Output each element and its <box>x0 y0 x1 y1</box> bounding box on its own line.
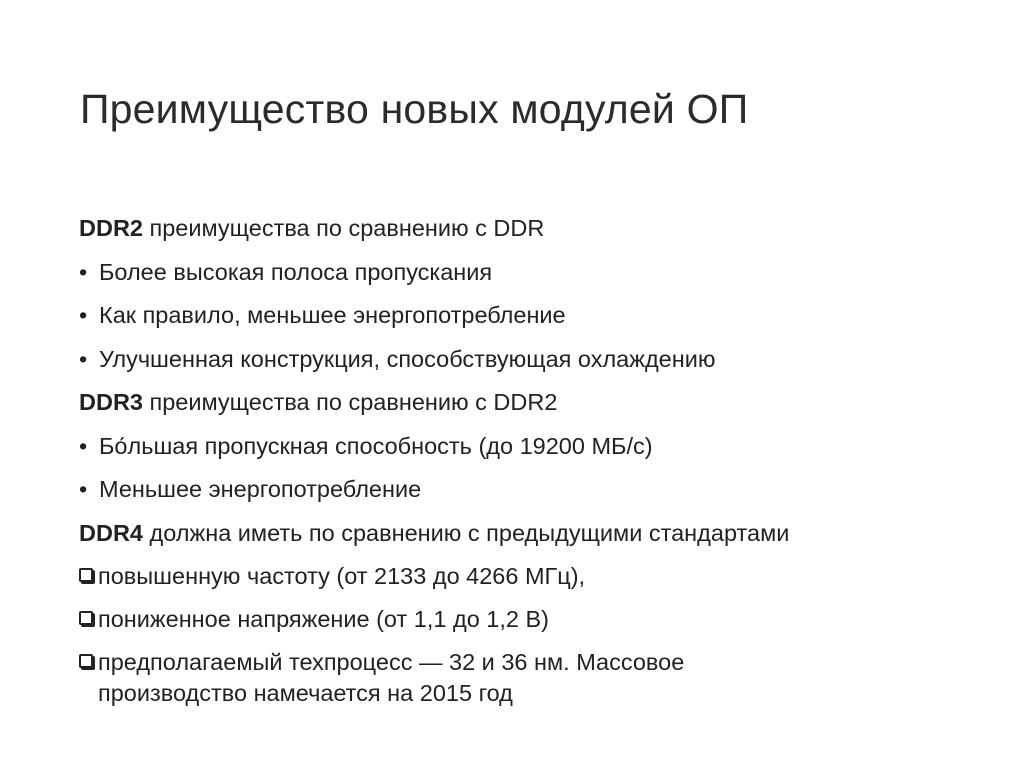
checkbox-square-icon <box>79 568 93 582</box>
section-label: DDR2 <box>79 215 143 241</box>
checkbox-square-icon <box>79 654 93 668</box>
checklist-item-text: предполагаемый техпроцесс — 32 и 36 нм. Массовое производство намечается на 2015 год <box>98 649 685 706</box>
list-item <box>79 251 979 295</box>
section-heading-ddr2 <box>79 207 979 251</box>
list-item-text: Улучшенная конструкция, способствующая охлаждению <box>99 345 716 372</box>
bullet-icon: • <box>79 302 88 328</box>
list-item <box>79 425 979 469</box>
slide-content <box>79 207 979 715</box>
list-item <box>79 468 979 512</box>
bullet-icon: • <box>79 258 88 285</box>
list-item-text: Меньшее энергопотребление <box>99 476 422 502</box>
section-label: DDR3 <box>79 389 143 415</box>
checklist-item-text: пониженное напряжение (от 1,1 до 1,2 В) <box>98 606 549 632</box>
list-item-text: Более высокая полоса пропускания <box>99 258 493 285</box>
section-heading-ddr4 <box>79 512 979 556</box>
bullet-icon: • <box>79 432 88 459</box>
bullet-icon: • <box>79 476 88 502</box>
checklist-item <box>79 598 979 641</box>
list-item-text: Как правило, меньшее энергопотребление <box>99 302 566 328</box>
section-heading-text: преимущества по сравнению с DDR2 <box>142 389 558 415</box>
section-heading-ddr3 <box>79 381 979 425</box>
list-item-text: Бо́льшая пропускная способность (до 19200 МБ/с) <box>99 432 653 459</box>
list-item <box>79 294 979 338</box>
bullet-icon: • <box>79 345 88 372</box>
checklist-item-text: повышенную частоту (от 2133 до 4266 МГц), <box>98 563 586 589</box>
checklist-item <box>79 641 799 715</box>
slide-title: Преимущество новых модулей ОП <box>80 86 749 132</box>
checklist-item <box>79 555 979 598</box>
section-heading-text: должна иметь по сравнению с предыдущими стандартами <box>142 519 790 546</box>
list-item <box>79 338 979 382</box>
section-label: DDR4 <box>79 519 143 546</box>
section-heading-text: преимущества по сравнению с DDR <box>142 215 545 241</box>
checkbox-square-icon <box>79 611 93 625</box>
